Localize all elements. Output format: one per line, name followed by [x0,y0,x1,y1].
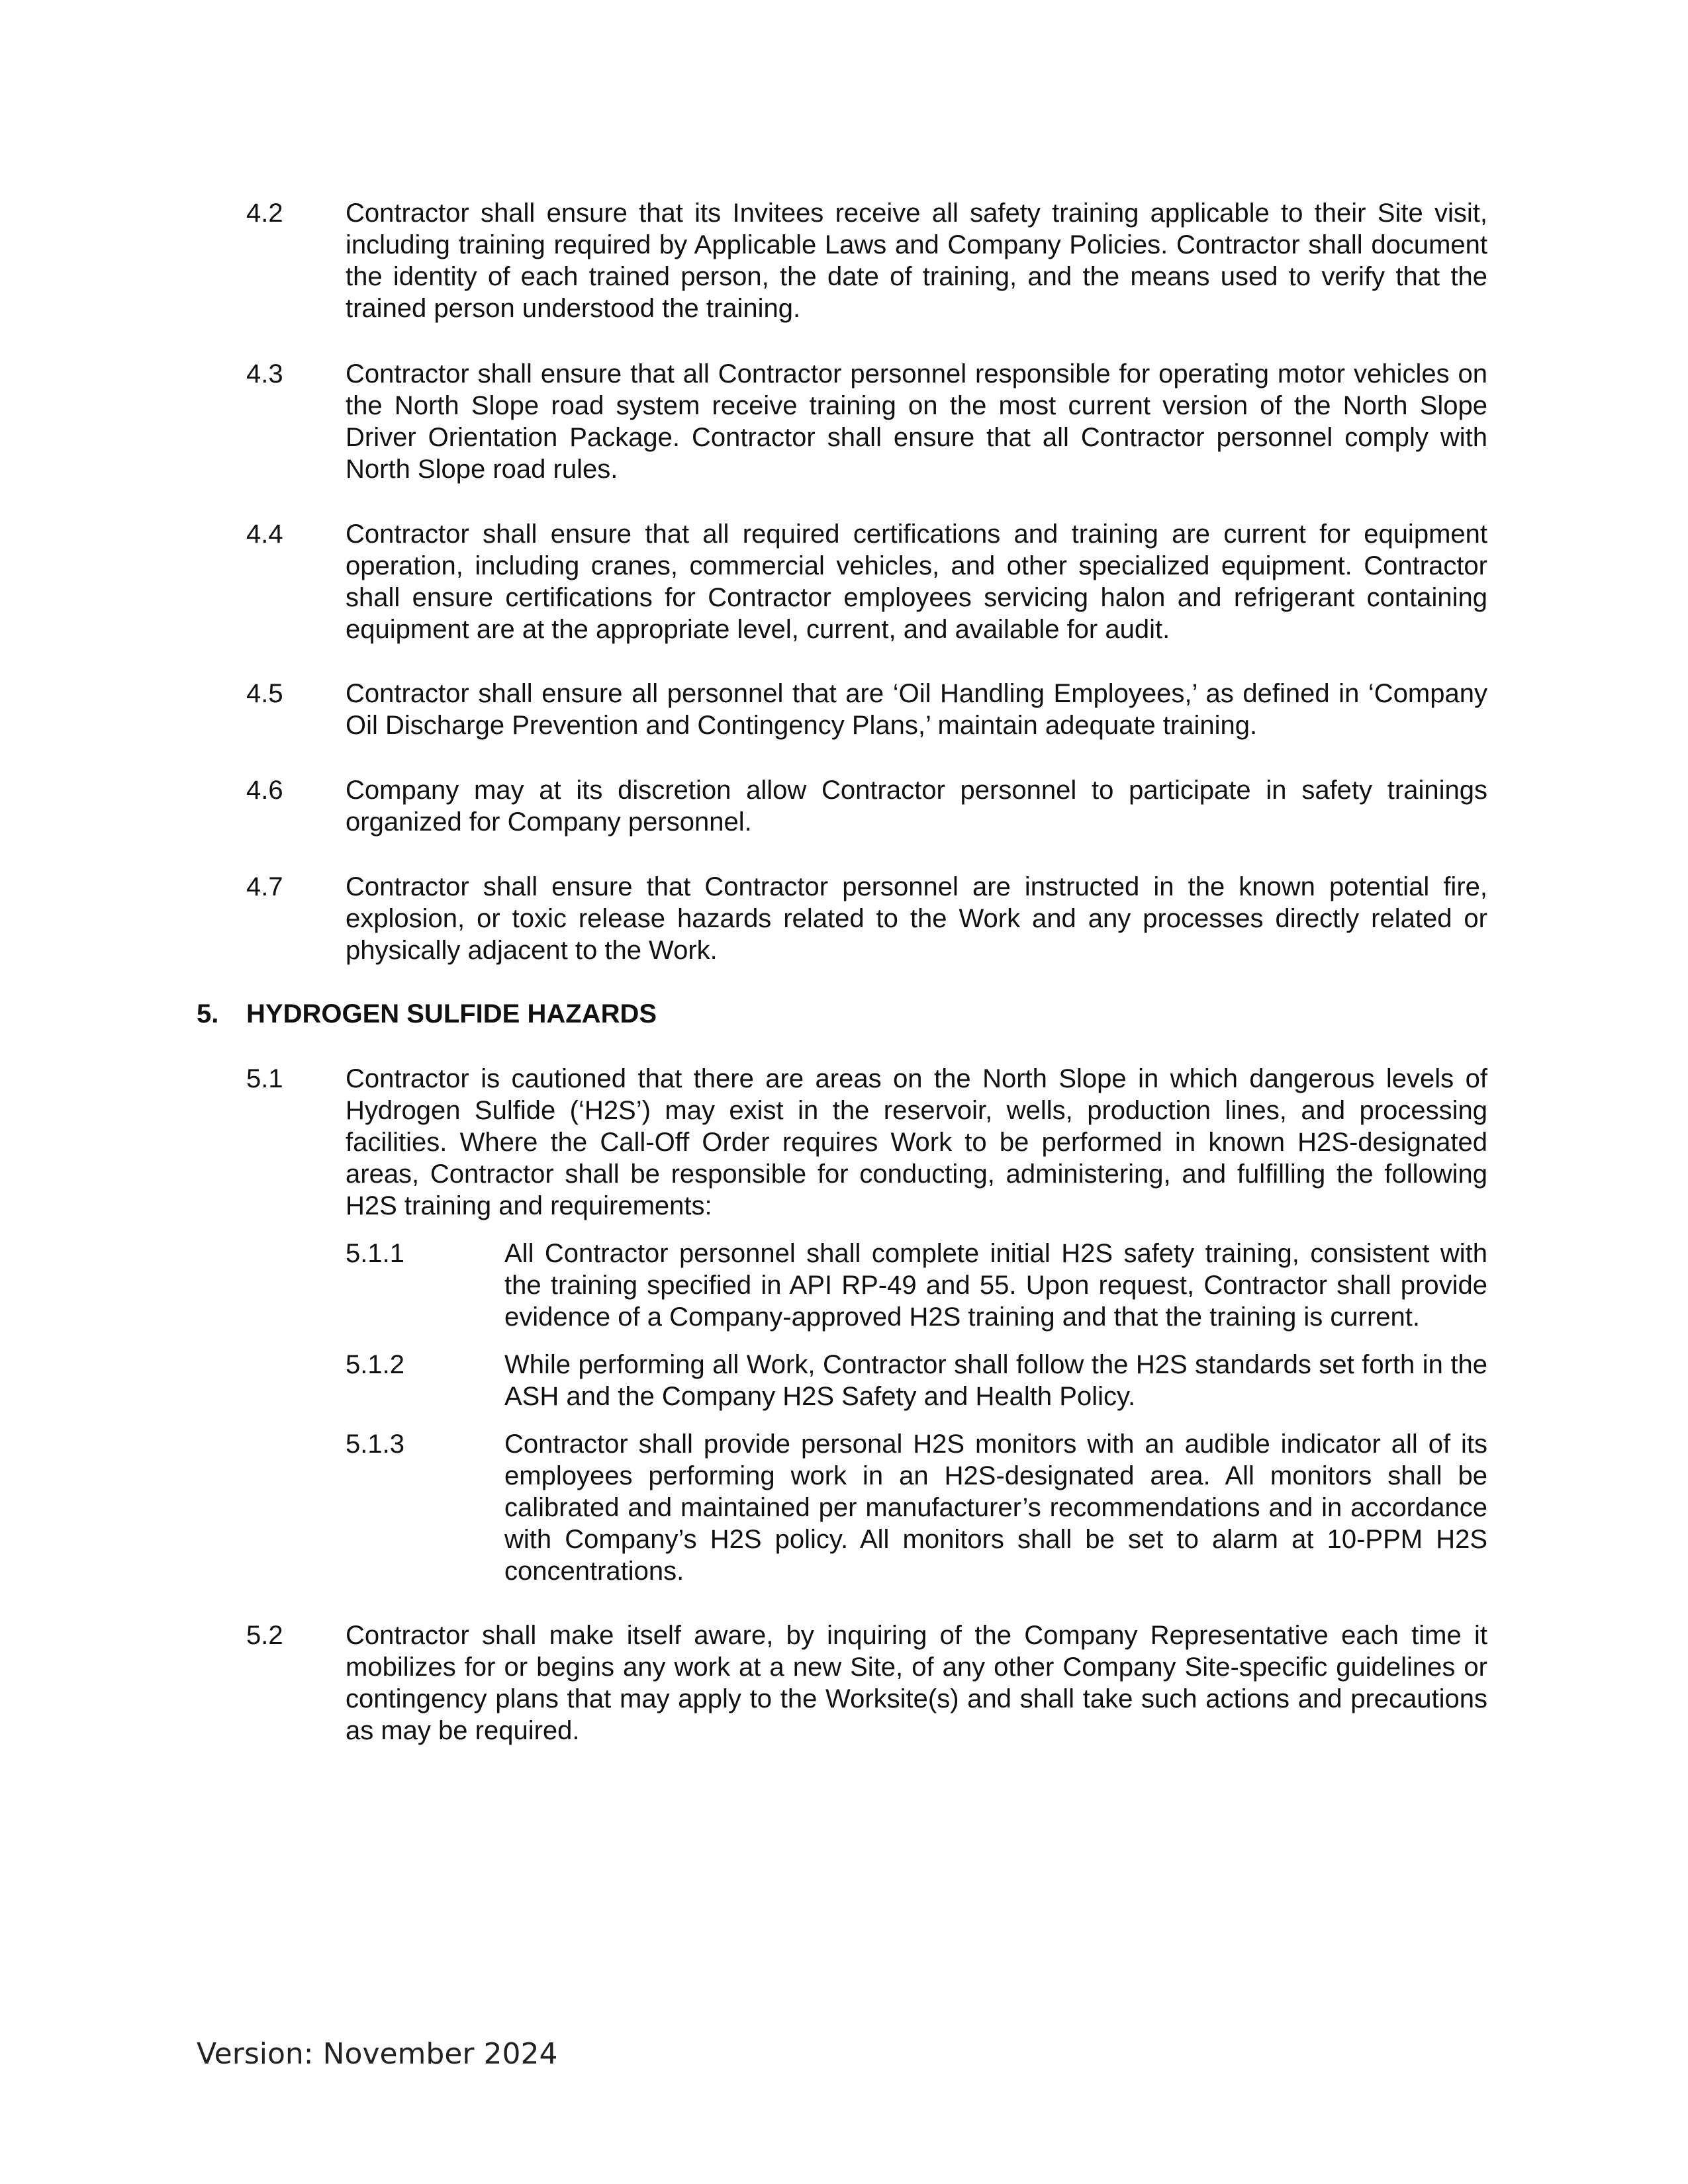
clause-text: Contractor shall ensure that Contractor personnel are instructed in the known potential fire, explosion, or toxic release hazards related to the Work and any processes directly related or physically adjacent to the Work. [346,872,1487,965]
clause-text: Company may at its discretion allow Contractor personnel to participate in safety trainings organized for Company personnel. [346,776,1487,837]
section-5-heading [197,998,657,1030]
clause-number: 5.1.1 [346,1239,404,1268]
clause-number: 5.2 [246,1621,283,1650]
clause-text: Contractor is cautioned that there are areas on the North Slope in which dangerous levels of Hydrogen Sulfide (‘H2S’) may exist in the reservoir, wells, production lines, and processing facilities. Where the Call-Off Order requires Work to be performed in known H2S-designated areas, Contractor shall be responsible for conducting, administering, and fulfilling the following H2S training and requirements: [346,1064,1487,1220]
version-footer: Version: November 2024 [197,2037,558,2071]
clause-5-1-1 [346,1238,1487,1333]
clause-number: 4.3 [246,359,283,388]
clause-4-3 [246,358,1487,485]
clause-text: Contractor shall ensure that all required certifications and training are current for equipment operation, including cranes, commercial vehicles, and other specialized equipment. Contractor shall ensure certifications for Contractor employees servicing halon and refrigerant containing equipment are at the appropriate level, current, and available for audit. [346,520,1487,644]
clause-5-1-2 [346,1349,1487,1412]
section-number: 5. [197,999,219,1028]
clause-4-5 [246,678,1487,741]
clause-text: Contractor shall ensure all personnel that are ‘Oil Handling Employees,’ as defined in ‘Company Oil Discharge Prevention and Contingency Plans,’ maintain adequate training. [346,679,1487,740]
clause-5-2 [246,1619,1487,1747]
clause-number: 4.7 [246,872,283,901]
clause-number: 4.2 [246,199,283,228]
clause-number: 5.1 [246,1064,283,1093]
clause-5-1-3 [346,1428,1487,1587]
clause-number: 4.5 [246,679,283,708]
clause-4-6 [246,774,1487,838]
clause-4-2 [246,197,1487,324]
clause-text: Contractor shall ensure that its Invitees receive all safety training applicable to their Site visit, including training required by Applicable Laws and Company Policies. Contractor shall document the identity of each trained person, the date of training, and the means used to verify that the trained person understood the training. [346,199,1487,323]
clause-4-7 [246,871,1487,966]
clause-text: All Contractor personnel shall complete initial H2S safety training, consistent with the training specified in API RP-49 and 55. Upon request, Contractor shall provide evidence of a Company-approved H2S training and that the training is current. [504,1239,1487,1332]
clause-number: 4.4 [246,520,283,549]
clause-number: 5.1.3 [346,1430,404,1459]
clause-number: 4.6 [246,776,283,805]
clause-text: Contractor shall ensure that all Contractor personnel responsible for operating motor vehicles on the North Slope road system receive training on the most current version of the North Slope Driver Orientation Package. Contractor shall ensure that all Contractor personnel comply with North Slope road rules. [346,359,1487,484]
clause-number: 5.1.2 [346,1350,404,1379]
clause-4-4 [246,518,1487,645]
section-title: HYDROGEN SULFIDE HAZARDS [246,999,657,1028]
clause-text: Contractor shall provide personal H2S monitors with an audible indicator all of its employees performing work in an H2S-designated area. All monitors shall be calibrated and maintained per manufacturer’s recommendations and in accordance with Company’s H2S policy. All monitors shall be set to alarm at 10-PPM H2S concentrations. [504,1430,1487,1586]
clause-text: Contractor shall make itself aware, by inquiring of the Company Representative each time it mobilizes for or begins any work at a new Site, of any other Company Site-specific guidelines or contingency plans that may apply to the Worksite(s) and shall take such actions and precautions as may be required. [346,1621,1487,1745]
clause-text: While performing all Work, Contractor shall follow the H2S standards set forth in the ASH and the Company H2S Safety and Health Policy. [504,1350,1487,1411]
clause-5-1 [246,1063,1487,1222]
